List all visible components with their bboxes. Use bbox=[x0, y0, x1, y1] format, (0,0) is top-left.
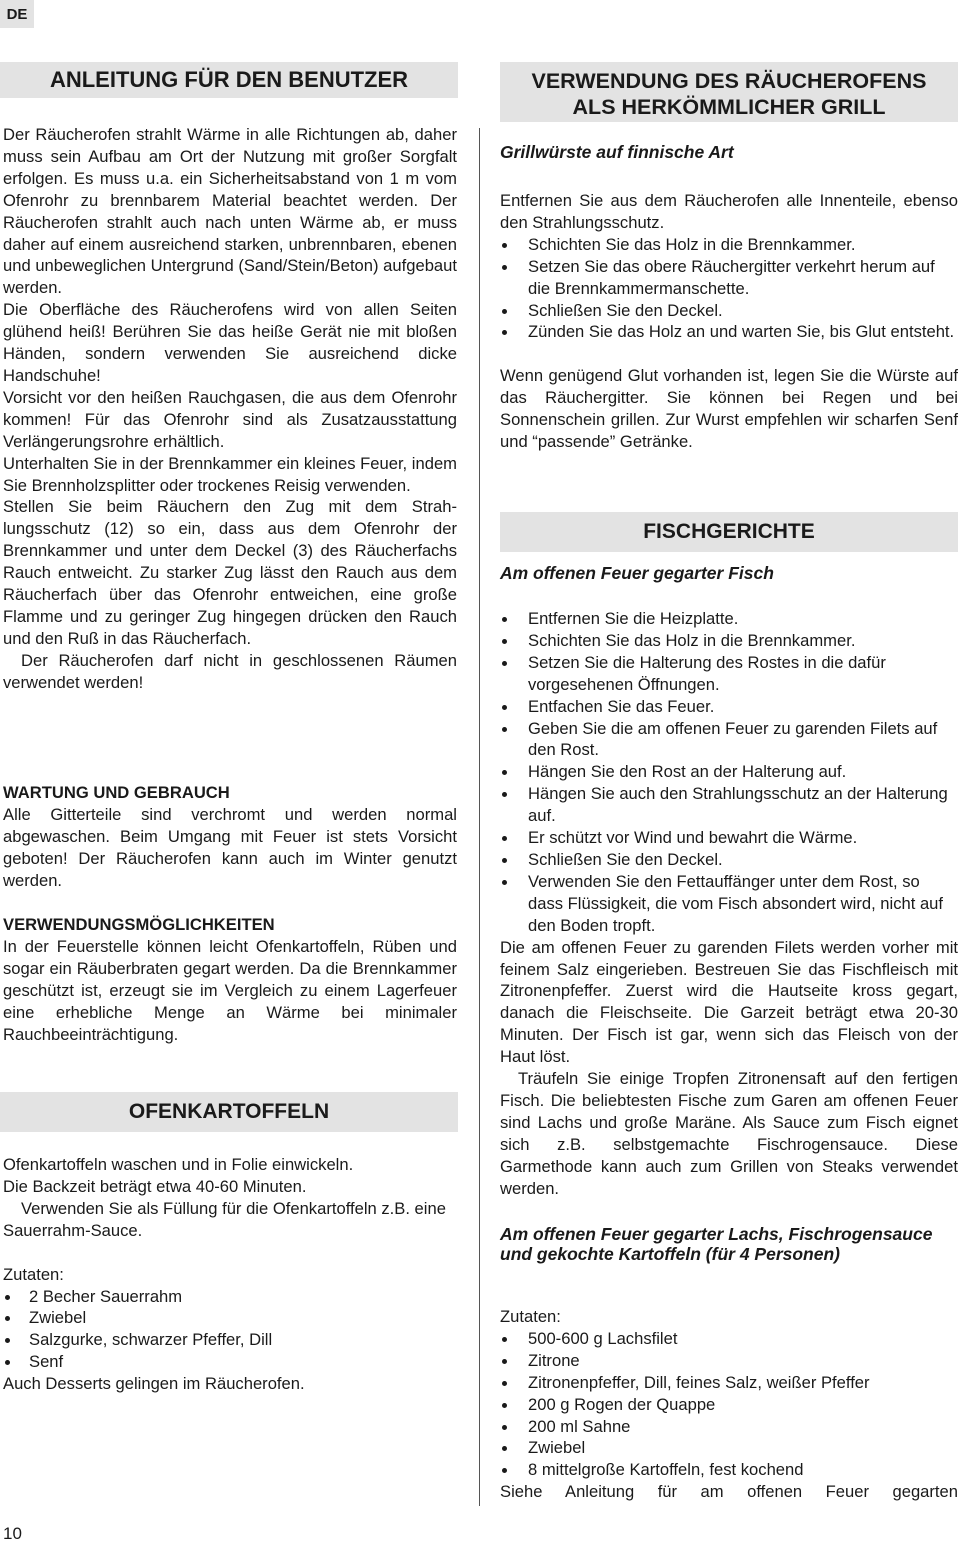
list-item: 2 Becher Sauerrahm bbox=[3, 1286, 459, 1308]
list-item: Geben Sie die am offenen Feuer zu garenden Filets auf den Rost. bbox=[500, 718, 958, 762]
list-item: Senf bbox=[3, 1351, 459, 1373]
grill-steps bbox=[500, 234, 958, 344]
section-title-line-1: VERWENDUNG DES RÄUCHEROFENS bbox=[531, 69, 927, 93]
verwendung-text bbox=[3, 936, 457, 1046]
paragraph: Träufeln Sie einige Tropfen Zitronensaft auf den fertigen Fisch. Die beliebtesten Fische zum Garen am offenen Feuer sind Lachs und große Maräne. Als Sauce zum Fisch eignet sich z.B. selbstgemachte Fischrogensauce. Diese Garmethode kann auch zum Grillen von Steaks verwendet werden. bbox=[500, 1069, 958, 1198]
paragraph: Vorsicht vor den heißen Rauchgasen, die aus dem Ofenrohr kommen! Für das Ofenrohr sind als Zusatzausstattung Verlängerungsrohre erhältlich. bbox=[3, 387, 457, 451]
paragraph: Ofenkartoffeln waschen und in Folie einwickeln. bbox=[3, 1155, 354, 1174]
list-item: Hängen Sie auch den Strahlungsschutz an der Halterung auf. bbox=[500, 783, 958, 827]
list-item: Zitrone bbox=[500, 1350, 958, 1372]
paragraph: Verwenden Sie als Füllung für die Ofenkartoffeln z.B. eine Sauerrahm-Sauce. bbox=[3, 1198, 446, 1240]
paragraph: Entfernen Sie aus dem Räucherofen alle Innenteile, ebenso den Strahlungsschutz. bbox=[500, 191, 958, 232]
paragraph: Auch Desserts gelingen im Räucherofen. bbox=[3, 1374, 305, 1394]
list-item: Entfernen Sie die Heizplatte. bbox=[500, 608, 958, 630]
list-item: Zwiebel bbox=[3, 1307, 459, 1329]
subtitle-fisch: Am offenen Feuer gegarter Fisch bbox=[500, 563, 774, 583]
list-item: Schließen Sie den Deckel. bbox=[500, 300, 958, 322]
section-title: OFENKARTOFFELN bbox=[128, 1100, 330, 1123]
list-item: Schließen Sie den Deckel. bbox=[500, 849, 958, 871]
heading-wartung: WARTUNG UND GEBRAUCH bbox=[3, 783, 230, 802]
lachs-text bbox=[500, 1306, 958, 1503]
paragraph: Stellen Sie beim Räuchern den Zug mit dem Strahlungsschutz (12) so ein, dass aus dem Ofenrohr der Brennkammer und unter dem Deckel (3) des Räucherfachs Rauch entweicht. Zu starker Zug lässt den Rauch aus dem Räucherfach über das Ofenrohr entweichen, eine große Flamme und zu geringer Zug hingegen drücken den Rauch und den Ruß in das Räucherfach. bbox=[3, 497, 457, 648]
list-item: 8 mittelgroße Kartoffeln, fest kochend bbox=[500, 1459, 958, 1481]
section-banner-ofenkartoffeln bbox=[0, 1092, 458, 1132]
paragraph: Der Räucherofen strahlt Wärme in alle Richtungen ab, daher muss sein Aufbau am Ort der Nutzung mit großer Sorgfalt erfolgen. Es muss u.a. ein Sicherheitsabstand von 1 m vom Ofenrohr zu brennbarem Material beachtet werden. Der Räucherofen strahlt auch nach unten Wärme ab, er muss daher auf einem ausreichend starken, unbrennbaren, ebenen und unbeweglichen Untergrund (Sand/Stein/Beton) aufgebaut werden. bbox=[3, 125, 457, 298]
paragraph: Die am offenen Feuer zu garenden Filets werden vorher mit feinem Salz eingerieben. Bestreuen Sie das Fischfleisch mit Zitronenpfeffer. Zuerst wird die Hautseite kross gegart, danach die Fleischseite. Die Garzeit beträgt etwa 20-30 Minuten. Der Fisch ist gar, wenn sich das Fleisch von der Haut löst. bbox=[500, 937, 958, 1067]
list-item: Hängen Sie den Rost an der Halterung auf. bbox=[500, 761, 958, 783]
list-item: 500-600 g Lachsfilet bbox=[500, 1328, 958, 1350]
heading-verwendung: VERWENDUNGSMÖGLICHKEITEN bbox=[3, 915, 275, 934]
wartung-text bbox=[3, 804, 457, 892]
section-banner-anleitung bbox=[0, 62, 458, 98]
ofenkartoffeln-text bbox=[3, 1154, 459, 1395]
section-banner-grill bbox=[500, 62, 958, 122]
column-divider bbox=[479, 128, 480, 1506]
list-item: Schichten Sie das Holz in die Brennkammer. bbox=[500, 234, 958, 256]
subtitle-grillwuerste: Grillwürste auf finnische Art bbox=[500, 142, 734, 162]
section-title: ANLEITUNG FÜR DEN BENUTZER bbox=[49, 67, 409, 92]
page-number: 10 bbox=[3, 1524, 22, 1543]
language-tab: DE bbox=[0, 0, 34, 28]
fisch-steps bbox=[500, 608, 958, 937]
list-item: Verwenden Sie den Fettauffänger unter dem Rost, so dass Flüssigkeit, die vom Fisch absondert wird, nicht auf den Boden tropft. bbox=[500, 871, 958, 937]
ingredient-list bbox=[3, 1286, 459, 1374]
list-item: 200 ml Sahne bbox=[500, 1416, 958, 1438]
paragraph: Unterhalten Sie in der Brennkammer ein kleines Feuer, indem Sie Brennholzsplitter oder trockenes Reisig verwenden. bbox=[3, 453, 457, 495]
list-item: Schichten Sie das Holz in die Brennkammer. bbox=[500, 630, 958, 652]
subtitle-lachs: Am offenen Feuer gegarter Lachs, Fischrogensauce und gekochte Kartoffeln (für 4 Personen) bbox=[500, 1224, 933, 1264]
section-title-line-2: ALS HERKÖMMLICHER GRILL bbox=[572, 95, 886, 119]
list-item: Setzen Sie das obere Räuchergitter verkehrt herum auf die Brennkammermanschette. bbox=[500, 256, 958, 300]
paragraph: Wenn genügend Glut vorhanden ist, legen Sie die Würste auf das Räuchergitter. Sie können bei Regen und bei Sonnenschein grillen. Zur Wurst empfehlen wir scharfen Senf und “passende” Getränke. bbox=[500, 366, 958, 452]
list-item: Zitronenpfeffer, Dill, feines Salz, weißer Pfeffer bbox=[500, 1372, 958, 1394]
paragraph: Die Backzeit beträgt etwa 40-60 Minuten. bbox=[3, 1176, 307, 1196]
paragraph: Alle Gitterteile sind verchromt und werden normal abgewaschen. Beim Umgang mit Feuer ist stets Vorsicht geboten! Der Räucherofen kann auch im Winter genutzt werden. bbox=[3, 805, 457, 890]
list-item: Setzen Sie die Halterung des Rostes in die dafür vorgesehenen Öffnungen. bbox=[500, 652, 958, 696]
ingredient-list bbox=[500, 1328, 958, 1481]
paragraph: Der Räucherofen darf nicht in geschlossenen Räumen verwendet werden! bbox=[3, 650, 457, 692]
list-item: Salzgurke, schwarzer Pfeffer, Dill bbox=[3, 1329, 459, 1351]
list-item: Zwiebel bbox=[500, 1437, 958, 1459]
paragraph: In der Feuerstelle können leicht Ofenkartoffeln, Rüben und sogar ein Räuberbraten gegart werden. Da die Brennkammer geschützt ist, erzeugt sie im Vergleich zu einem Lagerfeuer eine erhebliche Menge an Wärme bei minimaler Rauchbeeinträchtigung. bbox=[3, 937, 457, 1044]
paragraph: Die Oberfläche des Räucherofens wird von allen Seiten glühend heiß! Berühren Sie das heiße Gerät nie mit bloßen Händen, sondern verwenden Sie ausreichend dicke Handschuhe! bbox=[3, 300, 457, 385]
section-title: FISCHGERICHTE bbox=[643, 520, 815, 543]
fisch-text bbox=[500, 608, 958, 1199]
grill-text bbox=[500, 190, 958, 453]
list-item: Zünden Sie das Holz an und warten Sie, bis Glut entsteht. bbox=[500, 321, 958, 343]
list-item: Entfachen Sie das Feuer. bbox=[500, 696, 958, 718]
list-item: Er schützt vor Wind und bewahrt die Wärme. bbox=[500, 827, 958, 849]
section-banner-fischgerichte bbox=[500, 512, 958, 552]
intro-text bbox=[3, 124, 457, 694]
paragraph: Zutaten: bbox=[3, 1264, 64, 1284]
list-item: 200 g Rogen der Quappe bbox=[500, 1394, 958, 1416]
paragraph: Siehe Anleitung für am offenen Feuer gegarten bbox=[500, 1482, 958, 1502]
paragraph: Zutaten: bbox=[500, 1307, 561, 1326]
